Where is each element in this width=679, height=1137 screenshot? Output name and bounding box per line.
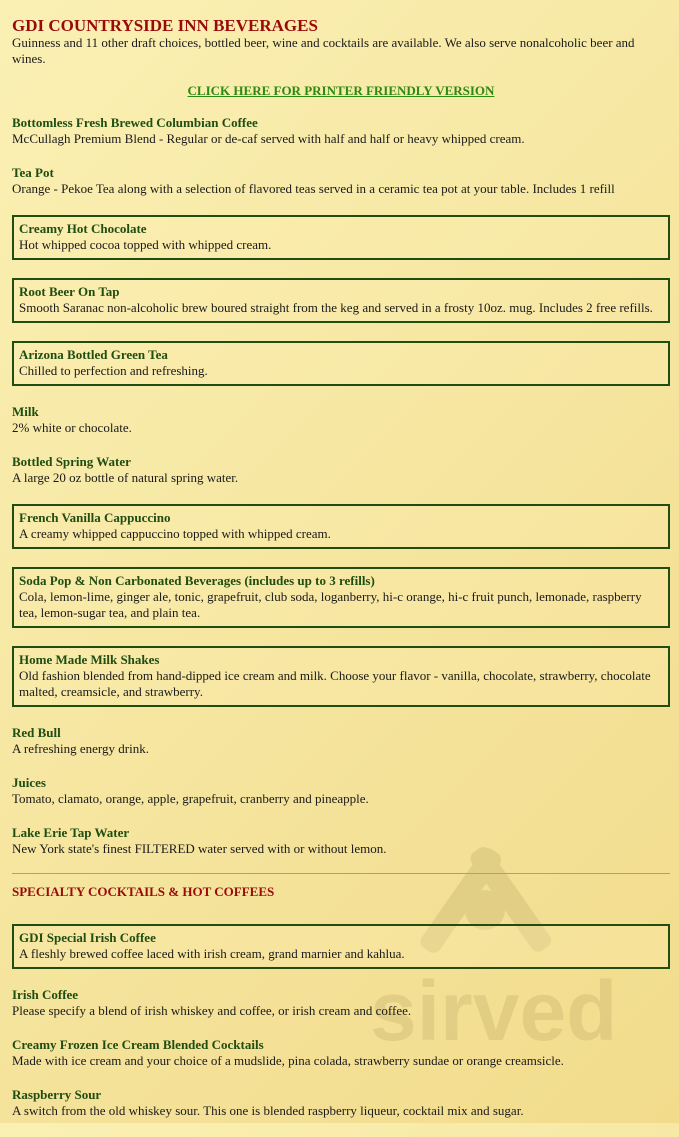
menu-item xyxy=(12,165,670,197)
section-title: SPECIALTY COCKTAILS & HOT COFFEES xyxy=(12,884,275,899)
menu-item xyxy=(12,115,670,147)
menu-item-featured xyxy=(12,646,670,707)
item-name: Raspberry Sour xyxy=(12,1087,102,1102)
section-divider xyxy=(12,873,670,874)
page-title: GDI COUNTRYSIDE INN BEVERAGES xyxy=(12,16,318,35)
menu-item-featured xyxy=(12,504,670,549)
item-desc: A refreshing energy drink. xyxy=(12,741,149,756)
printer-friendly-link[interactable]: CLICK HERE FOR PRINTER FRIENDLY VERSION xyxy=(187,83,495,98)
menu-item xyxy=(12,725,670,757)
item-desc: A fleshly brewed coffee laced with irish cream, grand marnier and kahlua. xyxy=(19,946,405,961)
item-desc: Chilled to perfection and refreshing. xyxy=(19,363,208,378)
item-desc: Please specify a blend of irish whiskey and coffee, or irish cream and coffee. xyxy=(12,1003,412,1018)
menu-item xyxy=(12,825,670,857)
item-desc: Tomato, clamato, orange, apple, grapefruit, cranberry and pineapple. xyxy=(12,791,369,806)
intro-text: Guinness and 11 other draft choices, bottled beer, wine and cocktails are available. We also serve nonalcoholic beer and wines. xyxy=(12,35,635,66)
menu-item-featured xyxy=(12,278,670,323)
item-desc: Made with ice cream and your choice of a mudslide, pina colada, strawberry sundae or orange creamsicle. xyxy=(12,1053,564,1068)
menu-item-featured xyxy=(12,924,670,969)
item-desc: A large 20 oz bottle of natural spring water. xyxy=(12,470,239,485)
menu-item xyxy=(12,775,670,807)
item-name: Arizona Bottled Green Tea xyxy=(19,347,168,362)
menu-item xyxy=(12,1037,670,1069)
menu-item xyxy=(12,1087,670,1119)
item-name: Bottled Spring Water xyxy=(12,454,131,469)
item-desc: A switch from the old whiskey sour. This one is blended raspberry liqueur, cocktail mix and sugar. xyxy=(12,1103,524,1118)
menu-item xyxy=(12,987,670,1019)
item-name: Juices xyxy=(12,775,46,790)
printer-link-row xyxy=(12,83,670,99)
item-desc: Old fashion blended from hand-dipped ice cream and milk. Choose your flavor - vanilla, chocolate, strawberry, chocolate malted, creamsicle, and strawberry. xyxy=(19,668,651,699)
item-name: Tea Pot xyxy=(12,165,54,180)
menu-item xyxy=(12,404,670,436)
item-name: Soda Pop & Non Carbonated Beverages (includes up to 3 refills) xyxy=(19,573,375,588)
item-desc: Smooth Saranac non-alcoholic brew boured straight from the keg and served in a frosty 10oz. mug. Includes 2 free refills. xyxy=(19,300,653,315)
item-name: Creamy Hot Chocolate xyxy=(19,221,147,236)
menu-item-featured xyxy=(12,341,670,386)
menu-content xyxy=(12,16,670,1137)
item-name: GDI Special Irish Coffee xyxy=(19,930,156,945)
item-desc: A creamy whipped cappuccino topped with whipped cream. xyxy=(19,526,331,541)
item-name: Red Bull xyxy=(12,725,61,740)
item-desc: 2% white or chocolate. xyxy=(12,420,132,435)
item-name: Bottomless Fresh Brewed Columbian Coffee xyxy=(12,115,258,130)
item-desc: Orange - Pekoe Tea along with a selection of flavored teas served in a ceramic tea pot at your table. Includes 1 refill xyxy=(12,181,615,196)
item-desc: Cola, lemon-lime, ginger ale, tonic, grapefruit, club soda, loganberry, hi-c orange, hi-c fruit punch, lemonade, raspberry tea, lemon-sugar tea, and plain tea. xyxy=(19,589,642,620)
item-name: French Vanilla Cappuccino xyxy=(19,510,171,525)
item-name: Home Made Milk Shakes xyxy=(19,652,160,667)
menu-item-featured xyxy=(12,215,670,260)
item-desc: Hot whipped cocoa topped with whipped cream. xyxy=(19,237,272,252)
item-desc: New York state's finest FILTERED water served with or without lemon. xyxy=(12,841,387,856)
menu-item-featured xyxy=(12,567,670,628)
item-name: Milk xyxy=(12,404,39,419)
item-name: Irish Coffee xyxy=(12,987,79,1002)
watermark-text: sirved xyxy=(370,964,618,1050)
item-name: Creamy Frozen Ice Cream Blended Cocktails xyxy=(12,1037,264,1052)
menu-item xyxy=(12,454,670,486)
item-name: Lake Erie Tap Water xyxy=(12,825,130,840)
item-name: Root Beer On Tap xyxy=(19,284,120,299)
item-desc: McCullagh Premium Blend - Regular or de-caf served with half and half or heavy whipped cream. xyxy=(12,131,525,146)
